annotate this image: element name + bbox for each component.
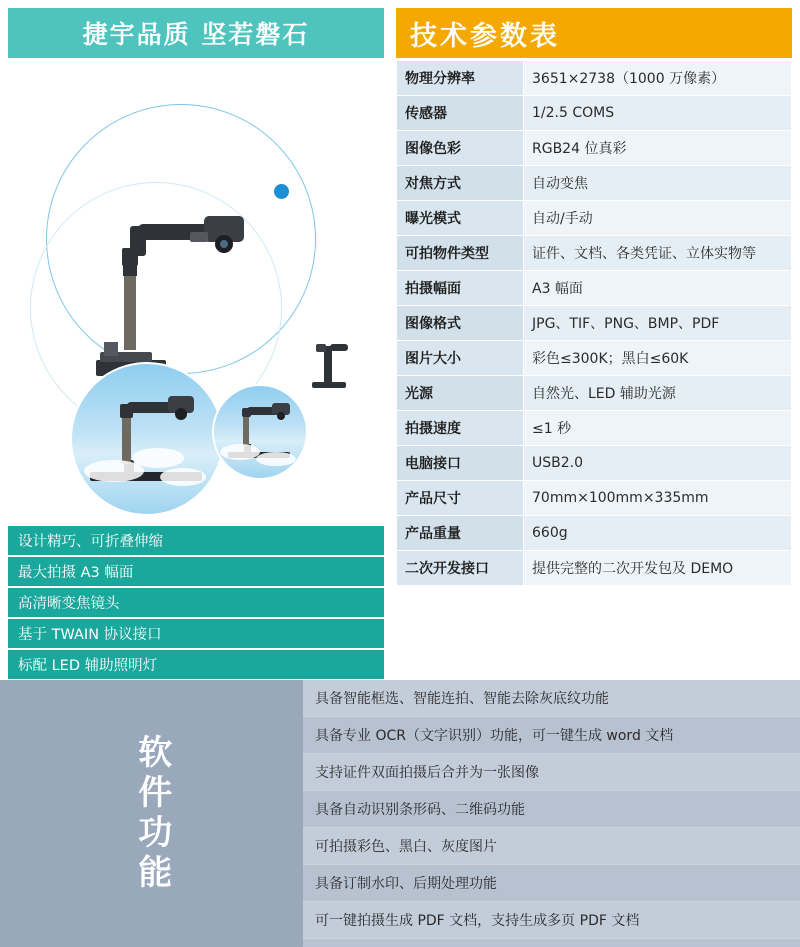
list-item bbox=[303, 865, 800, 902]
software-feature-label: 支持证件双面拍摄后合并为一张图像 bbox=[315, 765, 539, 781]
spec-key: 拍摄速度 bbox=[397, 411, 524, 446]
list-item bbox=[8, 619, 384, 648]
spec-key: 光源 bbox=[397, 376, 524, 411]
software-feature-label: 具备订制水印、后期处理功能 bbox=[315, 876, 497, 892]
spec-key: 拍摄幅面 bbox=[397, 271, 524, 306]
table-row bbox=[397, 306, 792, 341]
spec-key: 图像格式 bbox=[397, 306, 524, 341]
scanner-photo-secondary bbox=[212, 384, 308, 480]
spec-value: USB2.0 bbox=[524, 446, 792, 481]
list-item bbox=[303, 791, 800, 828]
spec-value: 证件、文档、各类凭证、立体实物等 bbox=[524, 236, 792, 271]
spec-key: 产品重量 bbox=[397, 516, 524, 551]
spec-table bbox=[396, 60, 792, 586]
spec-key: 图片大小 bbox=[397, 341, 524, 376]
feature-label: 最大拍摄 A3 幅面 bbox=[18, 565, 134, 581]
spec-key: 可拍物件类型 bbox=[397, 236, 524, 271]
feature-label: 标配 LED 辅助照明灯 bbox=[18, 658, 158, 674]
spec-key: 电脑接口 bbox=[397, 446, 524, 481]
list-item bbox=[303, 902, 800, 939]
list-item bbox=[303, 754, 800, 791]
table-row bbox=[397, 166, 792, 201]
table-row bbox=[397, 201, 792, 236]
software-feature-label: 可一键拍摄生成 PDF 文档，支持生成多页 PDF 文档 bbox=[315, 913, 640, 929]
spec-key: 对焦方式 bbox=[397, 166, 524, 201]
list-item bbox=[8, 557, 384, 586]
table-row bbox=[397, 96, 792, 131]
spec-key: 图像色彩 bbox=[397, 131, 524, 166]
list-item bbox=[303, 828, 800, 865]
software-title-panel bbox=[0, 680, 303, 947]
feature-label: 高清晰变焦镜头 bbox=[18, 596, 120, 612]
feature-list bbox=[8, 526, 384, 681]
scanner-illustration bbox=[86, 192, 256, 392]
table-row bbox=[397, 61, 792, 96]
spec-value: RGB24 位真彩 bbox=[524, 131, 792, 166]
spec-key: 二次开发接口 bbox=[397, 551, 524, 586]
feature-label: 设计精巧、可折叠伸缩 bbox=[18, 534, 163, 550]
spec-key: 物理分辨率 bbox=[397, 61, 524, 96]
decorative-dot-icon bbox=[274, 184, 289, 199]
table-row bbox=[397, 446, 792, 481]
spec-value: 1/2.5 COMS bbox=[524, 96, 792, 131]
spec-value: 660g bbox=[524, 516, 792, 551]
software-feature-label: 具备智能框选、智能连拍、智能去除灰底纹功能 bbox=[315, 691, 609, 707]
spec-value: 自然光、LED 辅助光源 bbox=[524, 376, 792, 411]
table-row bbox=[397, 341, 792, 376]
scanner-photo-folded bbox=[294, 330, 364, 400]
feature-label: 基于 TWAIN 协议接口 bbox=[18, 627, 162, 643]
software-feature-label: 具备专业 OCR（文字识别）功能，可一键生成 word 文档 bbox=[315, 728, 674, 744]
product-photo-area bbox=[8, 62, 384, 522]
table-row bbox=[397, 131, 792, 166]
table-row bbox=[397, 481, 792, 516]
list-item bbox=[8, 588, 384, 617]
spec-key: 产品尺寸 bbox=[397, 481, 524, 516]
list-item bbox=[303, 717, 800, 754]
table-row bbox=[397, 236, 792, 271]
scanner-photo-main bbox=[70, 362, 224, 516]
spec-value: 3651×2738（1000 万像素） bbox=[524, 61, 792, 96]
spec-key: 传感器 bbox=[397, 96, 524, 131]
spec-value: JPG、TIF、PNG、BMP、PDF bbox=[524, 306, 792, 341]
software-feature-label: 具备自动识别条形码、二维码功能 bbox=[315, 802, 525, 818]
brand-slogan: 捷宇品质 坚若磐石 bbox=[82, 20, 310, 49]
spec-value: 提供完整的二次开发包及 DEMO bbox=[524, 551, 792, 586]
spec-value: 自动/手动 bbox=[524, 201, 792, 236]
spec-value: 彩色≤300K；黑白≤60K bbox=[524, 341, 792, 376]
software-feature-list bbox=[303, 680, 800, 947]
table-row bbox=[397, 516, 792, 551]
spec-table-header bbox=[396, 8, 792, 58]
software-feature-label: 可拍摄彩色、黑白、灰度图片 bbox=[315, 839, 497, 855]
left-column bbox=[0, 0, 392, 680]
spec-value: ≤1 秒 bbox=[524, 411, 792, 446]
table-row bbox=[397, 411, 792, 446]
table-row bbox=[397, 271, 792, 306]
spec-value: 自动变焦 bbox=[524, 166, 792, 201]
software-title: 软件功能 bbox=[131, 733, 172, 894]
list-item bbox=[8, 650, 384, 679]
spec-table-title: 技术参数表 bbox=[410, 20, 560, 52]
table-row bbox=[397, 376, 792, 411]
spec-key: 曝光模式 bbox=[397, 201, 524, 236]
spec-value: 70mm×100mm×335mm bbox=[524, 481, 792, 516]
spec-value: A3 幅面 bbox=[524, 271, 792, 306]
list-item bbox=[303, 680, 800, 717]
brand-banner bbox=[8, 8, 384, 58]
list-item bbox=[8, 526, 384, 555]
software-section bbox=[0, 680, 800, 947]
table-row bbox=[397, 551, 792, 586]
